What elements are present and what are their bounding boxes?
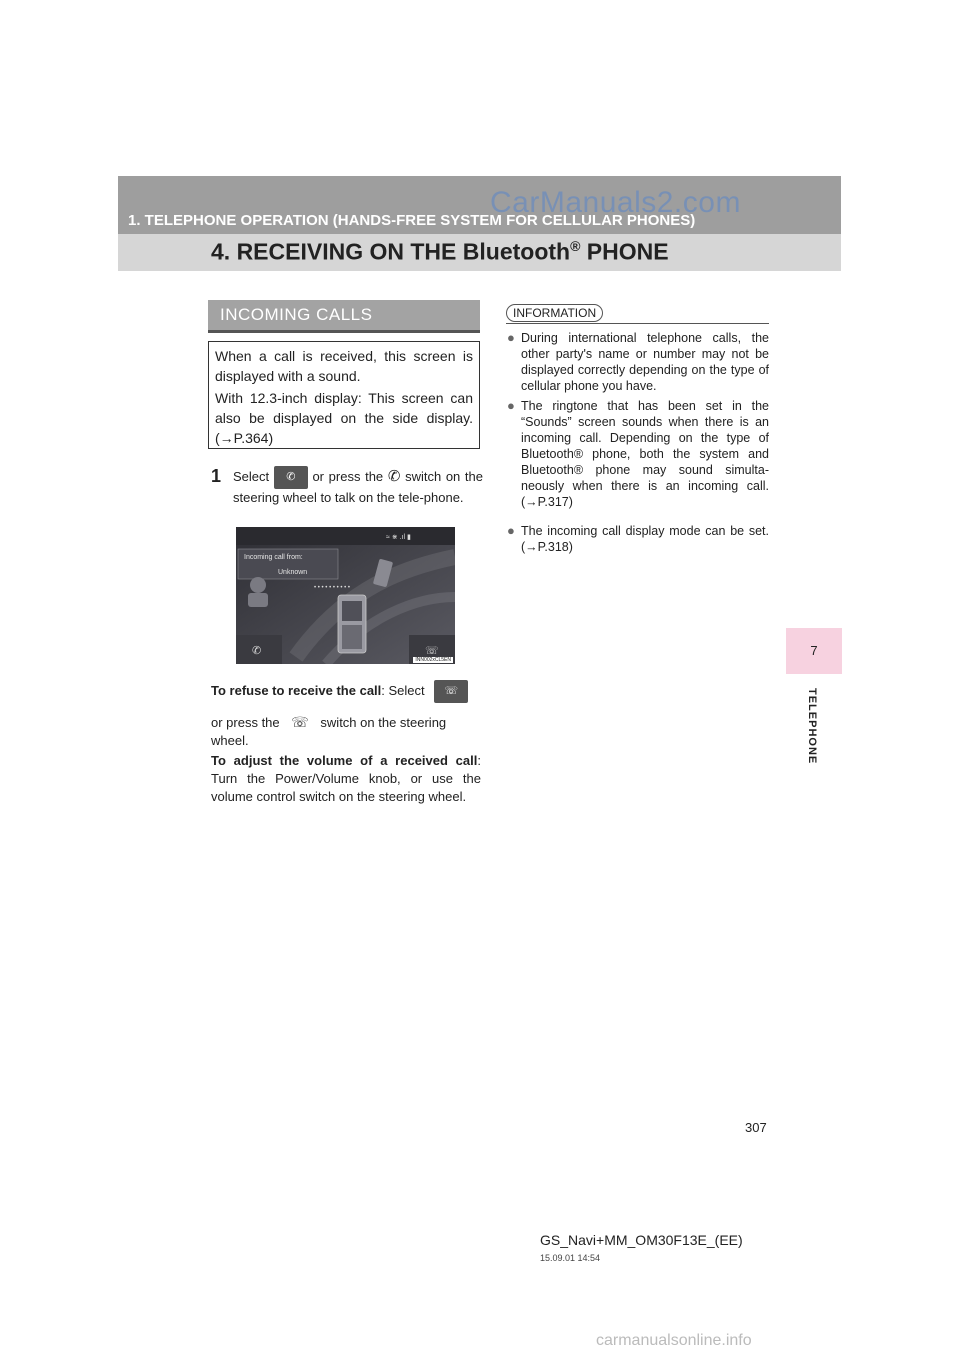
incoming-calls-heading: INCOMING CALLS (208, 300, 480, 332)
watermark-top: CarManuals2.com (490, 186, 741, 219)
heading-rule (208, 330, 480, 333)
step-text: Select ✆ or press the ✆ switch on the steering wheel to talk on the tele-phone. (233, 467, 483, 505)
bullet-icon: ● (507, 398, 515, 413)
volume-instruction: To adjust the volume of a received call: Turn the Power/Volume knob, or use the volume control switch on the steering wheel. (211, 753, 481, 804)
bullet-icon: ● (507, 330, 515, 345)
info-item: ● The incoming call display mode can be set. (→P.318) (507, 523, 769, 554)
page-number: 307 (745, 1120, 767, 1135)
step-number: 1 (211, 466, 222, 486)
svg-text:≈ ⋇ .ıl ▮: ≈ ⋇ .ıl ▮ (386, 534, 411, 541)
chapter-title: 4. RECEIVING ON THE Bluetooth® PHONE (211, 238, 669, 265)
incoming-call-screen-art (236, 527, 455, 664)
screen-title: Incoming call from: (244, 554, 303, 561)
screen-caller: Unknown (278, 569, 308, 576)
figure-code: INN002xCL5EN (415, 657, 451, 663)
info-item: ● The ringtone that has been set in the “Sounds” screen sounds when there is an incoming call. Depending on the type of Bluetooth® phone, both the system and Bluetooth® phone may sound simulta-neously when there is an incoming call. (→P.317) (507, 398, 769, 509)
refuse-instruction: To refuse to receive the call: Select ☏ or press the ☏ switch on the steering wheel. (211, 680, 481, 750)
svg-text:✆: ✆ (252, 645, 262, 657)
information-label: INFORMATION (506, 304, 603, 322)
intro-text-1: When a call is received, this screen is displayed with a sound. (215, 348, 473, 384)
svg-text:☏: ☏ (425, 645, 439, 657)
intro-box (208, 341, 480, 449)
document-code: GS_Navi+MM_OM30F13E_(EE) (540, 1232, 743, 1248)
information-rule (506, 323, 769, 324)
bullet-icon: ● (507, 523, 515, 538)
steering-answer-switch-icon: ✆ (387, 467, 401, 485)
incoming-call-screen (236, 527, 455, 664)
svg-text:• • • • • • • • • •: • • • • • • • • • • (314, 585, 351, 591)
answer-call-button-icon: ✆ (274, 466, 308, 489)
decline-call-button-icon: ☏ (434, 680, 468, 703)
watermark-bottom: carmanualsonline.info (596, 1332, 752, 1349)
intro-text-2: With 12.3-inch display: This screen can also be displayed on the side display. (→P.364) (215, 390, 473, 446)
chapter-tab-label: TELEPHONE (806, 688, 818, 765)
info-item: ● During international telephone calls, the other party's name or number may not be displayed correctly depending on the type of cellular phone you have. (507, 330, 769, 393)
steering-hangup-switch-icon: ☏ (291, 714, 309, 730)
section-title: 1. TELEPHONE OPERATION (HANDS-FREE SYSTEM FOR CELLULAR PHONES) (128, 212, 696, 229)
print-timestamp: 15.09.01 14:54 (540, 1253, 601, 1263)
chapter-tab-number: 7 (810, 643, 818, 658)
